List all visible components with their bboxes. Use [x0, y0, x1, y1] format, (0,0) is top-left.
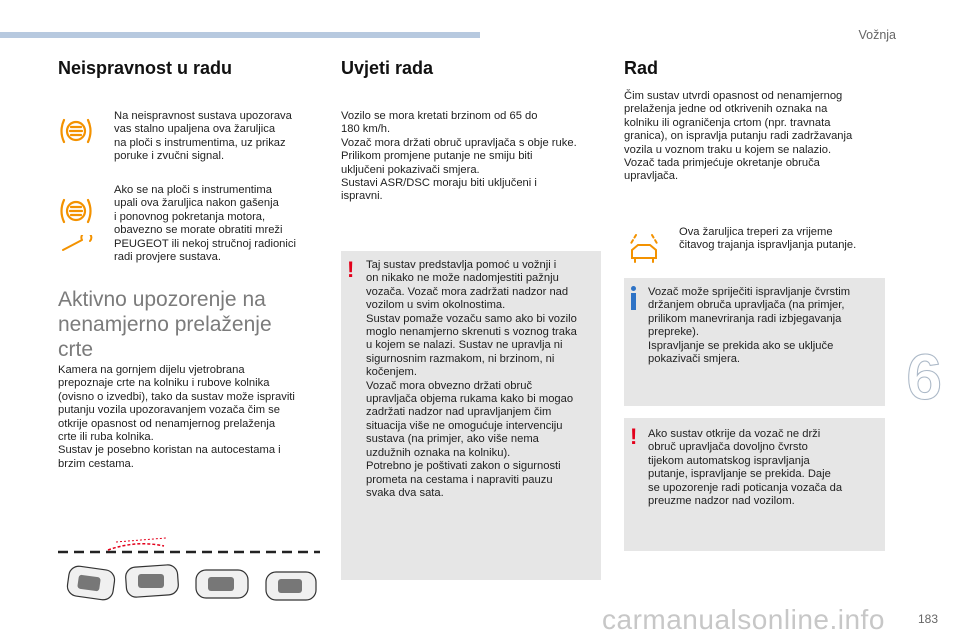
warning-text-assist: Taj sustav predstavlja pomoć u vožnji i on nikako ne može nadomjestiti pažnju vozača. Vozač mora zadržati nadzor nad vozilom u svim okolnostima. Sustav pomaže vozaču samo ako bi vozilo moglo nenamjerno skrenuti s voznog traka u kojem se nalazi. Sustav ne upravlja ni sigurnosnim razmakom, ni brzinom, ni kočenjem. Vozač mora obvezno držati obruč upravljača objema rukama kako bi mogao zadržati nadzor nad upravljanjem čim situacija više ne omogućuje intervenciju sustava (na primjer, ako više nema uzdužnih oznaka na kolniku). Potrebno je poštivati zakon o sigurnosti prometa na cestama i napraviti pauzu svaka dva sata. — [366, 259, 577, 499]
lane-departure-text: Kamera na gornjem dijelu vjetrobrana prepoznaje crte na kolniku i rubove kolnika (ovisno o izvedbi), tako da sustav može ispraviti putanju vozila upozoravanjem vozača čim se otkrije opasnost od nenamjernog prelaženja crte ili ruba kolnika. Sustav je posebno koristan na autocestama i brzim cestama. — [58, 364, 295, 470]
heading-conditions: Uvjeti rada — [341, 58, 434, 78]
malfunction-text-1: Na neispravnost sustava upozorava vas stalno upaljena ova žaruljica na ploči s instrumentima, uz prikaz poruke i zvučni signal. — [114, 110, 292, 163]
watermark: carmanualsonline.info — [602, 604, 885, 635]
exclamation-icon: ! — [630, 424, 638, 449]
top-rule — [0, 32, 480, 38]
conditions-text: Vozilo se mora kretati brzinom od 65 do 180 km/h. Vozač mora držati obruč upravljača s obje ruke. Prilikom promjene putanje ne smiju biti uključeni pokazivači smjera. Sustavi ASR/DSC moraju biti uključeni i ispravni. — [341, 110, 577, 203]
wrench-icon — [60, 235, 94, 253]
malfunction-text-2: Ako se na ploči s instrumentima upali ova žaruljica nakon gašenja i ponovnog pokretanja motora, obavezno se morate obratiti mreži PEUGEOT ili nekoj stručnoj radionici radi provjere sustava. — [114, 184, 296, 264]
lamp-flash-text: Ova žaruljica treperi za vrijeme čitavog trajanja ispravljanja putanje. — [679, 226, 857, 252]
warning-text-hands: Ako sustav otkrije da vozač ne drži obruč upravljača dovoljno čvrsto tijekom automatskog ispravljanja putanje, ispravljanje se prekida. Daje se upozorenje radi poticanja vozača da preuzme nadzor nad vozilom. — [648, 428, 843, 508]
car-lane-correction-illustration — [56, 536, 322, 610]
lane-assist-icon — [624, 232, 664, 266]
info-box-override — [624, 278, 885, 406]
warning-box-assist — [341, 251, 601, 580]
info-text-override: Vozač može spriječiti ispravljanje čvrstim držanjem obruča upravljača (na primjer, prilikom manevriranja radi izbjegavanja prepreke). Ispravljanje se prekida ako se uključe pokazivači smjera. — [648, 286, 851, 366]
lane-keep-warning-icon — [58, 196, 94, 226]
lane-keep-warning-icon — [58, 116, 94, 146]
chapter-number: 6 — [906, 341, 942, 413]
exclamation-icon: ! — [347, 257, 355, 282]
page-number: 183 — [917, 612, 938, 626]
section-title: Vožnja — [858, 28, 896, 42]
heading-lane-departure: Aktivno upozorenje na nenamjerno prelaženje crte — [58, 288, 272, 361]
heading-malfunction: Neispravnost u radu — [58, 58, 233, 78]
info-icon — [631, 286, 636, 310]
warning-box-hands — [624, 418, 885, 551]
heading-operation: Rad — [624, 58, 659, 78]
operation-text: Čim sustav utvrdi opasnost od nenamjernog prelaženja jedne od otkrivenih oznaka na kolniku ili ograničenja crtom (npr. travnata granica), on ispravlja putanju radi zadržavanja vozila u voznom traku u kojem se nalazio. Vozač tada primjećuje okretanje obruča upravljača. — [624, 90, 853, 183]
